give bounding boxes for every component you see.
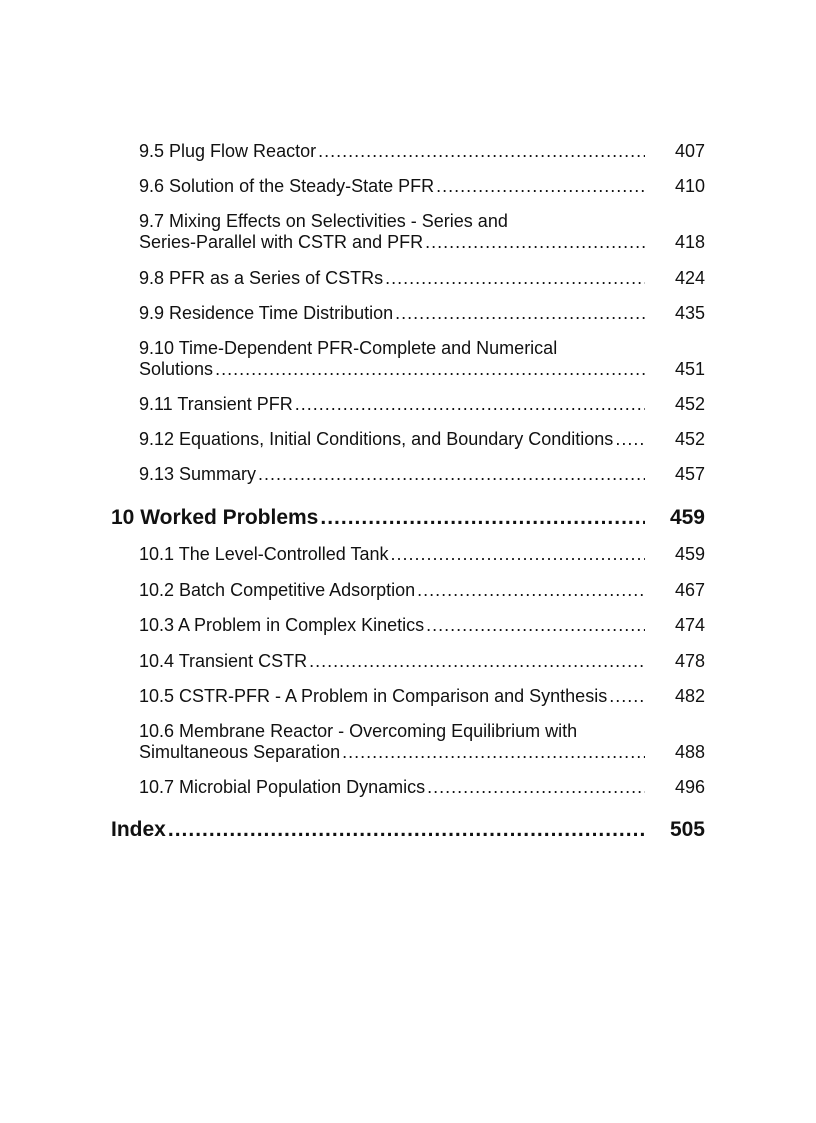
toc-entry-title: Simultaneous Separation	[139, 742, 341, 762]
toc-page-number: 459	[669, 506, 705, 529]
toc-entry-title: 9.13 Summary	[139, 464, 257, 484]
toc-entry-title: 9.6 Solution of the Steady-State PFR	[139, 176, 435, 196]
toc-page-number: 482	[674, 686, 705, 706]
dot-leader	[391, 544, 646, 564]
dot-leader	[168, 818, 645, 842]
toc-entry-line	[139, 686, 645, 706]
toc-entry-title: 10.2 Batch Competitive Adsorption	[139, 580, 416, 600]
toc-page-number: 459	[674, 544, 705, 564]
dot-leader	[417, 580, 645, 600]
toc-entry-line	[139, 268, 645, 288]
toc-entry-title: 9.11 Transient PFR	[139, 394, 293, 414]
dot-leader	[395, 303, 645, 323]
toc-entry-title: 9.5 Plug Flow Reactor	[139, 141, 317, 161]
toc-page-number: 451	[674, 359, 705, 379]
toc-entry-line	[139, 429, 645, 449]
toc-chapter-line	[111, 818, 645, 842]
toc-page-number: 418	[674, 232, 705, 252]
toc-page-number: 467	[674, 580, 705, 600]
toc-page-number: 452	[674, 429, 705, 449]
toc-entry-line	[139, 777, 645, 797]
dot-leader	[615, 429, 645, 449]
dot-leader	[295, 394, 645, 414]
toc-entry-line	[139, 580, 645, 600]
dot-leader	[427, 777, 645, 797]
toc-page-number: 488	[674, 742, 705, 762]
toc-entry-title: 10.1 The Level-Controlled Tank	[139, 544, 389, 564]
toc-chapter-line	[111, 506, 645, 530]
dot-leader	[425, 232, 645, 252]
toc-entry-line	[139, 176, 645, 196]
toc-entry-title-line1: 9.7 Mixing Effects on Selectivities - Series and	[139, 211, 508, 231]
toc-entry-line	[139, 303, 645, 323]
toc-entry-line	[139, 464, 645, 484]
dot-leader	[318, 141, 645, 161]
toc-entry-title-line1: 9.10 Time-Dependent PFR-Complete and Numerical	[139, 338, 558, 358]
toc-entry-line	[139, 544, 645, 564]
toc-page-number: 410	[674, 176, 705, 196]
dot-leader	[215, 359, 645, 379]
toc-page-number: 435	[674, 303, 705, 323]
toc-entry-line	[139, 232, 645, 252]
toc-entry-line	[139, 742, 645, 762]
toc-page-number: 457	[674, 464, 705, 484]
toc-entry-line	[139, 615, 645, 635]
toc-entry-title: 10.4 Transient CSTR	[139, 651, 308, 671]
toc-entry-title: Series-Parallel with CSTR and PFR	[139, 232, 424, 252]
toc-page-number: 505	[669, 818, 705, 841]
toc-page-number: 452	[674, 394, 705, 414]
toc-page-number: 478	[674, 651, 705, 671]
dot-leader	[609, 686, 645, 706]
toc-chapter-title: 10 Worked Problems	[111, 506, 319, 529]
toc-entry-line	[139, 394, 645, 414]
dot-leader	[320, 506, 645, 530]
toc-entry-line	[139, 651, 645, 671]
dot-leader	[342, 742, 645, 762]
toc-page-number: 424	[674, 268, 705, 288]
dot-leader	[309, 651, 645, 671]
toc-page-number: 474	[674, 615, 705, 635]
toc-page-number: 496	[674, 777, 705, 797]
toc-entry-title: 9.9 Residence Time Distribution	[139, 303, 394, 323]
dot-leader	[426, 615, 645, 635]
toc-entry-title-line1: 10.6 Membrane Reactor - Overcoming Equilibrium with	[139, 721, 578, 741]
toc-entry-title: 10.7 Microbial Population Dynamics	[139, 777, 426, 797]
toc-entry-title: 10.3 A Problem in Complex Kinetics	[139, 615, 425, 635]
toc-entry-title: 10.5 CSTR-PFR - A Problem in Comparison and Synthesis	[139, 686, 608, 706]
toc-page-number: 407	[674, 141, 705, 161]
toc-chapter-title: Index	[111, 818, 166, 841]
toc-entry-line	[139, 359, 645, 379]
toc-entry-line	[139, 141, 645, 161]
toc-entry-title: 9.12 Equations, Initial Conditions, and Boundary Conditions	[139, 429, 614, 449]
dot-leader	[385, 268, 645, 288]
toc-entry-title: 9.8 PFR as a Series of CSTRs	[139, 268, 384, 288]
toc-entry-title: Solutions	[139, 359, 214, 379]
dot-leader	[258, 464, 645, 484]
dot-leader	[436, 176, 645, 196]
